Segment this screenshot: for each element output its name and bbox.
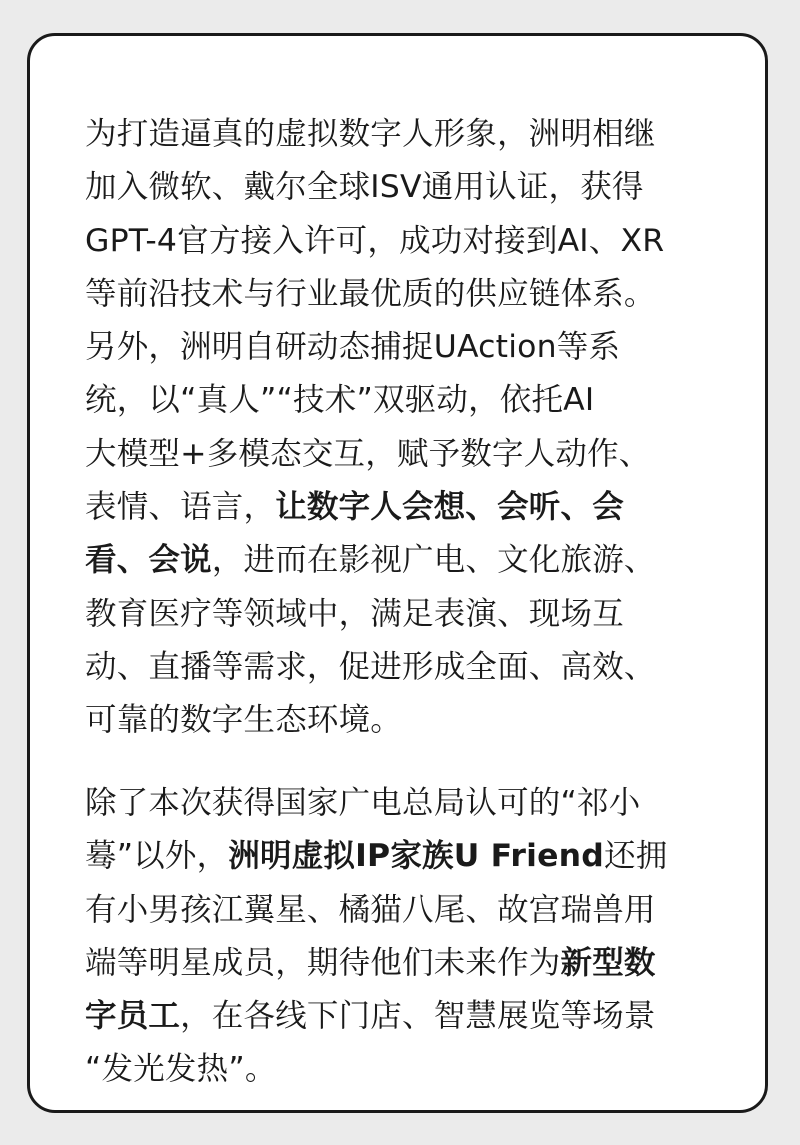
bold-highlight: 看、会说 bbox=[85, 542, 212, 579]
text-run: 除了本次获得国家广电总局认可的“祁小 bbox=[85, 785, 641, 821]
text-line bbox=[85, 641, 725, 694]
paragraph-1 bbox=[85, 108, 725, 748]
text-line bbox=[85, 534, 725, 587]
text-line bbox=[85, 481, 725, 534]
text-line bbox=[85, 1043, 725, 1096]
text-run: 加入微软、戴尔全球ISV通用认证，获得 bbox=[85, 169, 644, 206]
text-run: 动、直播等需求，促进形成全面、高效、 bbox=[85, 648, 656, 685]
text-run: GPT-4官方接入许可，成功对接到AI、XR bbox=[85, 222, 665, 259]
text-line bbox=[85, 884, 725, 937]
text-line bbox=[85, 374, 725, 427]
bold-highlight: 让数字人会想、会听、会 bbox=[275, 489, 624, 526]
bold-highlight: 洲明虚拟IP家族U Friend bbox=[228, 838, 605, 875]
text-line bbox=[85, 108, 725, 161]
text-line bbox=[85, 215, 725, 268]
text-run: 端等明星成员，期待他们未来作为 bbox=[85, 944, 561, 981]
text-run: 还拥 bbox=[604, 838, 668, 875]
text-line bbox=[85, 830, 725, 883]
bold-highlight: 新型数 bbox=[560, 944, 656, 981]
text-line bbox=[85, 694, 725, 747]
text-line bbox=[85, 990, 725, 1043]
paragraph-2 bbox=[85, 777, 725, 1097]
text-run: ，进而在影视广电、文化旅游、 bbox=[211, 542, 656, 579]
bold-highlight: 字员工 bbox=[85, 998, 181, 1035]
text-line bbox=[85, 588, 725, 641]
text-run: 等前沿技术与行业最优质的供应链体系。 bbox=[85, 275, 656, 312]
text-run: 有小男孩江翼星、橘猫八尾、故宫瑞兽用 bbox=[85, 891, 656, 928]
text-line bbox=[85, 161, 725, 214]
text-line bbox=[85, 428, 725, 481]
text-line bbox=[85, 268, 725, 321]
text-run: 另外，洲明自研动态捕捉UAction等系 bbox=[85, 329, 621, 366]
text-run: 教育医疗等领域中，满足表演、现场互 bbox=[85, 595, 624, 632]
text-line bbox=[85, 321, 725, 374]
text-card bbox=[27, 33, 768, 1113]
text-line bbox=[85, 777, 725, 830]
text-run: 表情、语言， bbox=[85, 489, 276, 526]
text-line bbox=[85, 937, 725, 990]
text-run: 蓦”以外， bbox=[85, 838, 229, 875]
text-run: “发光发热”。 bbox=[85, 1051, 277, 1088]
text-run: 大模型+多模态交互，赋予数字人动作、 bbox=[85, 435, 651, 472]
text-run: 统，以“真人”“技术”双驱动，依托AI bbox=[85, 382, 595, 419]
text-run: 可靠的数字生态环境。 bbox=[85, 702, 403, 739]
text-run: 为打造逼真的虚拟数字人形象，洲明相继 bbox=[85, 116, 656, 152]
text-run: ，在各线下门店、智慧展览等场景 bbox=[180, 998, 656, 1035]
